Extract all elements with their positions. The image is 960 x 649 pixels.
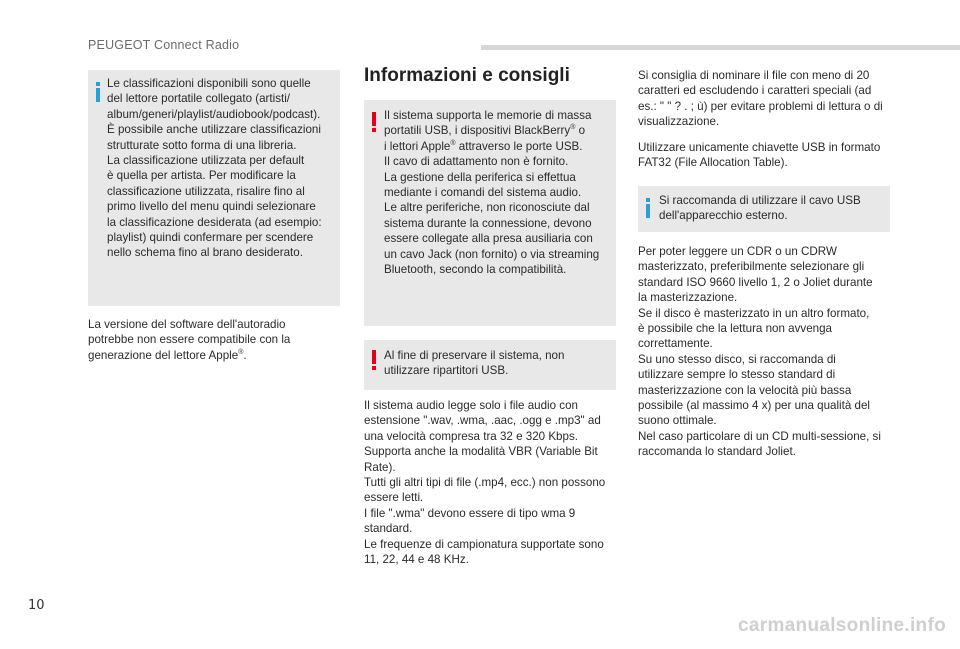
text-line: Si consiglia di nominare il file con meno di 20 [638, 69, 870, 82]
warning-box-text [384, 348, 614, 379]
text-line: sistema durante la connessione, devono [384, 216, 592, 230]
warning-icon [372, 112, 376, 126]
text-line: è possibile che la lettura non avvenga [638, 322, 833, 336]
file-naming-tip [638, 68, 898, 130]
watermark-text: carmanualsonline.info [738, 615, 946, 636]
info-box-text [659, 193, 889, 224]
text-line: del lettore portatile collegato (artisti/ [107, 92, 291, 106]
text-line: FAT32 (File Allocation Table). [638, 156, 788, 170]
text-line: suono ottimale. [638, 414, 717, 428]
text-line: Rate). [364, 460, 396, 474]
text-line: Bluetooth, secondo la compatibilità. [384, 263, 567, 277]
text-line: Le classificazioni disponibili sono quelle [107, 77, 311, 90]
text-line: la classificazione desiderata (ad esempio: [107, 215, 322, 229]
text-line: La classificazione utilizzata per default [107, 154, 305, 168]
text-line: masterizzato, preferibilmente selezionare gli [638, 260, 865, 274]
text-line: album/generi/playlist/audiobook/podcast). [107, 107, 321, 121]
text-line: La versione del software dell'autoradio [88, 318, 286, 331]
info-box-text [107, 76, 339, 261]
text-line: Per poter leggere un CDR o un CDRW [638, 245, 837, 258]
text-segment: . [243, 348, 247, 362]
text-line: essere letti. [364, 491, 424, 505]
text-line: potrebbe non essere compatibile con la [88, 333, 291, 347]
registered-mark: ® [238, 348, 244, 356]
text-line: classificazione utilizzata, risalire fino al [107, 184, 305, 198]
info-icon [96, 88, 100, 102]
text-line: es.: " " ? . ; ù) per evitare problemi di lettura o di [638, 99, 883, 113]
text-segment: attraverso le porte USB. [455, 139, 583, 153]
text-line: La gestione della periferica si effettua [384, 170, 576, 184]
text-line: Si raccomanda di utilizzare il cavo USB [659, 194, 861, 207]
text-segment: o [575, 124, 586, 138]
text-line: playlist) quindi confermare per scendere [107, 231, 314, 245]
text-line: Se il disco è masterizzato in un altro formato, [638, 306, 870, 320]
text-line: mediante i comandi del sistema audio. [384, 186, 582, 200]
text-line: la masterizzazione. [638, 291, 738, 305]
text-line: caratteri ed escludendo i caratteri speciali (ad [638, 84, 872, 98]
text-line: masterizzazione con la velocità più bassa [638, 383, 852, 397]
text-line: Il sistema supporta le memorie di massa [384, 109, 592, 122]
text-line: Tutti gli altri tipi di file (.mp4, ecc.) non possono [364, 476, 606, 490]
text-line: strutturate sotto forma di una libreria. [107, 138, 297, 152]
text-line: essere collegate alla presa ausiliaria con [384, 232, 593, 246]
warning-box-usb-support [364, 100, 616, 326]
text-line: un cavo Jack (non fornito) o via streaming [384, 247, 600, 261]
text-line [384, 123, 614, 138]
text-line: Su uno stesso disco, si raccomanda di [638, 352, 836, 366]
apple-compatibility-note [88, 317, 340, 363]
info-box-classifications [88, 70, 340, 306]
text-line: raccomanda lo standard Joliet. [638, 445, 796, 459]
text-line: correttamente. [638, 337, 713, 351]
text-line: standard. [364, 522, 413, 536]
text-line: 11, 22, 44 e 48 KHz. [364, 553, 469, 567]
text-line: I file ".wma" devono essere di tipo wma 9 [364, 506, 576, 520]
info-box-usb-cable [638, 186, 890, 232]
cd-burning-tips [638, 244, 898, 460]
audio-formats-text [364, 398, 620, 567]
text-line: Utilizzare unicamente chiavette USB in formato [638, 141, 881, 154]
text-line: possibile (al massimo 4 x) per una qualità del [638, 399, 870, 413]
text-line: standard ISO 9660 livello 1, 2 o Joliet durante [638, 275, 873, 289]
text-segment: i lettori Apple [384, 139, 451, 153]
fat32-tip [638, 140, 898, 171]
warning-icon [372, 350, 376, 364]
text-line: visualizzazione. [638, 115, 720, 129]
text-line: È possibile anche utilizzare classificazioni [107, 123, 321, 137]
text-line: estensione ".wav, .wma, .aac, .ogg e .mp3" ad [364, 414, 601, 428]
text-line: una velocità compresa tra 32 e 320 Kbps. [364, 429, 578, 443]
header-divider-bar [481, 45, 960, 50]
text-line: nello schema fino al brano desiderato. [107, 246, 303, 260]
text-line: Le frequenze di campionatura supportate sono [364, 537, 604, 551]
page-number: 10 [28, 598, 45, 613]
text-line [88, 348, 340, 363]
text-line: utilizzare sempre lo stesso standard di [638, 368, 836, 382]
text-line: utilizzare ripartitori USB. [384, 364, 509, 378]
running-header: PEUGEOT Connect Radio [88, 38, 240, 52]
warning-box-usb-splitters [364, 340, 616, 390]
text-line: primo livello del menu quindi selezionare [107, 200, 316, 214]
text-segment: generazione del lettore Apple [88, 348, 239, 362]
text-line: è quella per artista. Per modificare la [107, 169, 296, 183]
registered-mark: ® [570, 124, 576, 132]
text-segment: portatili USB, i dispositivi BlackBerry [384, 124, 571, 138]
registered-mark: ® [450, 139, 456, 147]
text-line: Il cavo di adattamento non è fornito. [384, 155, 569, 169]
text-line: dell'apparecchio esterno. [659, 209, 788, 223]
text-line [384, 139, 614, 154]
info-icon [646, 204, 650, 218]
text-line: Supporta anche la modalità VBR (Variable Bit [364, 445, 598, 459]
text-line: Al fine di preservare il sistema, non [384, 349, 565, 362]
warning-box-text [384, 108, 614, 277]
text-line: Nel caso particolare di un CD multi-sessione, si [638, 429, 881, 443]
section-heading: Informazioni e consigli [364, 65, 570, 86]
text-line: Le altre periferiche, non riconosciute dal [384, 201, 590, 215]
text-line: Il sistema audio legge solo i file audio con [364, 399, 578, 412]
